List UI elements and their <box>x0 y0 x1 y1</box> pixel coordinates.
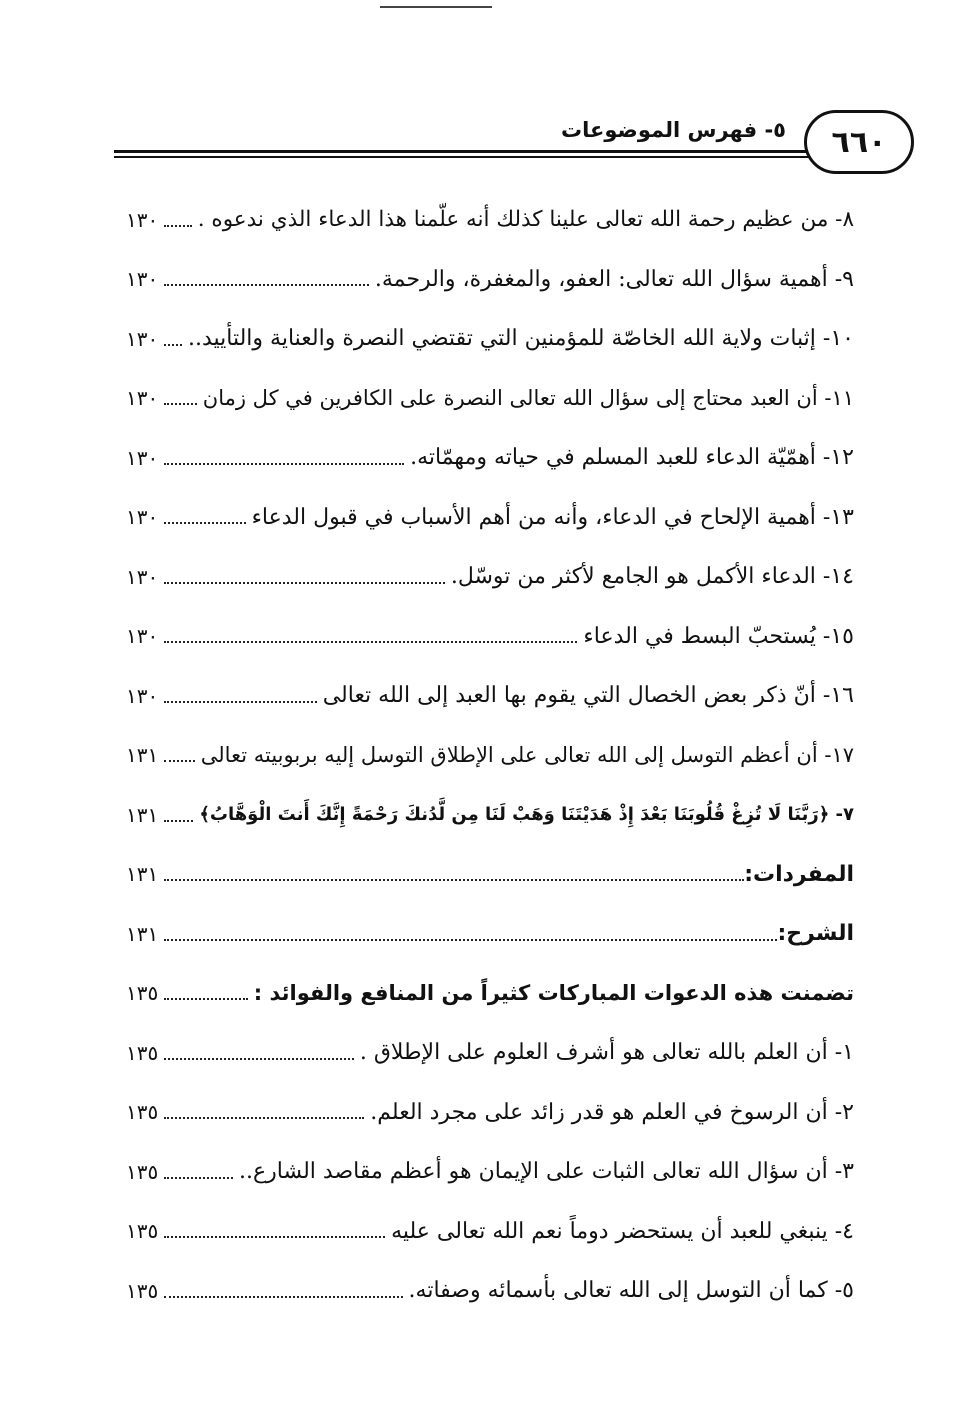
toc-entry-title: ٢- أن الرسوخ في العلم هو قدر زائد على مجرد العلم. <box>370 1099 854 1125</box>
toc-dot-leader <box>164 1058 354 1060</box>
page-number-badge: ٦٦٠ <box>804 110 914 174</box>
toc-entry-title: ٤- ينبغي للعبد أن يستحضر دوماً نعم الله تعالى عليه <box>391 1218 854 1244</box>
toc-entry-title: ١٦- أنّ ذكر بعض الخصال التي يقوم بها العبد إلى الله تعالى <box>322 683 854 709</box>
toc-entry <box>126 845 854 905</box>
toc-dot-leader <box>164 820 193 822</box>
toc-dot-leader <box>164 1296 402 1298</box>
toc-entry <box>126 190 854 250</box>
toc-dot-leader <box>164 582 445 584</box>
toc-dot-leader <box>164 760 195 762</box>
toc-dot-leader <box>164 284 369 286</box>
toc-dot-leader <box>164 701 316 703</box>
toc-entry-page-number: ١٣٠ <box>126 326 159 351</box>
toc-dot-leader <box>164 463 404 465</box>
toc-entry <box>126 1023 854 1083</box>
toc-dot-leader <box>164 1177 233 1179</box>
toc-entry-page-number: ١٣٥ <box>126 1219 159 1244</box>
toc-entry-title: الشرح: <box>777 921 854 947</box>
toc-entry-page-number: ١٣٠ <box>126 624 159 649</box>
toc-entry-page-number: ١٣٥ <box>126 1100 159 1125</box>
toc-dot-leader <box>164 1236 385 1238</box>
toc-dot-leader <box>164 225 192 227</box>
toc-entry-title: ٩- أهمية سؤال الله تعالى: العفو، والمغفرة، والرحمة. <box>374 266 854 292</box>
toc-entry <box>126 309 854 369</box>
toc-entry-title: ١١- أن العبد محتاج إلى سؤال الله تعالى النصرة على الكافرين في كل زمان <box>202 386 854 411</box>
toc-entry-title: ١٣- أهمية الإلحاح في الدعاء، وأنه من أهم الأسباب في قبول الدعاء <box>251 504 854 530</box>
toc-entry-page-number: ١٣٠ <box>126 505 159 530</box>
toc-entry-page-number: ١٣١ <box>126 743 159 768</box>
toc-entry <box>126 1202 854 1262</box>
toc-entry-page-number: ١٣١ <box>126 862 159 887</box>
toc-entry <box>126 488 854 548</box>
toc-entry-page-number: ١٣٥ <box>126 981 159 1006</box>
toc-entry-page-number: ١٣٠ <box>126 386 159 411</box>
page-header <box>114 110 914 180</box>
toc-dot-leader <box>164 344 182 346</box>
toc-entry-page-number: ١٣٥ <box>126 1040 159 1065</box>
toc-entry-page-number: ١٣١ <box>126 921 159 946</box>
toc-entry-page-number: ١٣١ <box>126 802 159 827</box>
toc-entry-title: ١- أن العلم بالله تعالى هو أشرف العلوم على الإطلاق . <box>359 1040 854 1066</box>
toc-entry-title: ١٢- أهمّيّة الدعاء للعبد المسلم في حياته ومهمّاته. <box>410 445 854 471</box>
toc-entry <box>126 964 854 1024</box>
toc-entry-page-number: ١٣٠ <box>126 207 159 232</box>
toc-entry-title: ١٥- يُستحبّ البسط في الدعاء <box>583 623 854 649</box>
toc-entry <box>126 904 854 964</box>
toc-entry-page-number: ١٣٠ <box>126 683 159 708</box>
toc-entry-page-number: ١٣٠ <box>126 445 159 470</box>
toc-entry-title: ١٠- إثبات ولاية الله الخاصّة للمؤمنين التي تقتضي النصرة والعناية والتأييد.. <box>187 326 854 352</box>
toc-entry <box>126 1142 854 1202</box>
toc-entry-title: المفردات: <box>744 861 854 887</box>
toc-entry <box>126 369 854 429</box>
toc-entry <box>126 666 854 726</box>
toc-entry <box>126 428 854 488</box>
toc-dot-leader <box>164 522 245 524</box>
toc-entry <box>126 607 854 667</box>
toc-entry-page-number: ١٣٥ <box>126 1278 159 1303</box>
toc-entry <box>126 1083 854 1143</box>
section-title: ٥- فهرس الموضوعات <box>561 118 786 142</box>
header-rule-thick <box>114 150 854 153</box>
toc-entry-title: تضمنت هذه الدعوات المباركات كثيراً من المنافع والفوائد : <box>253 981 854 1006</box>
toc-dot-leader <box>164 998 248 1000</box>
toc-entry <box>126 250 854 310</box>
toc-entry-title: ٨- من عظيم رحمة الله تعالى علينا كذلك أنه علّمنا هذا الدعاء الذي ندعوه . <box>197 207 854 233</box>
toc-dot-leader <box>164 939 777 941</box>
toc-entry-page-number: ١٣٠ <box>126 267 159 292</box>
toc-dot-leader <box>164 403 197 405</box>
toc-entry-title: ٧- ﴿رَبَّنَا لَا تُزِغْ قُلُوبَنَا بَعْدَ إِذْ هَدَيْتَنَا وَهَبْ لَنَا مِن لَّدُنكَ رَحْمَةً إِنَّكَ أَنتَ الْوَهَّابُ﴾ <box>199 804 854 826</box>
toc-entry-page-number: ١٣٥ <box>126 1159 159 1184</box>
toc-dot-leader <box>164 1117 364 1119</box>
top-decorative-rule <box>380 6 492 8</box>
toc-dot-leader <box>164 879 744 881</box>
toc-entry <box>126 726 854 786</box>
toc-entry <box>126 785 854 845</box>
table-of-contents <box>126 190 854 1321</box>
toc-entry-title: ١٧- أن أعظم التوسل إلى الله تعالى على الإطلاق التوسل إليه بربوبيته تعالى <box>200 743 854 768</box>
toc-entry-title: ١٤- الدعاء الأكمل هو الجامع لأكثر من توسّل. <box>450 564 854 590</box>
toc-entry <box>126 547 854 607</box>
toc-entry-page-number: ١٣٠ <box>126 564 159 589</box>
toc-entry <box>126 1261 854 1321</box>
toc-entry-title: ٥- كما أن التوسل إلى الله تعالى بأسمائه وصفاته. <box>408 1278 854 1304</box>
toc-entry-title: ٣- أن سؤال الله تعالى الثبات على الإيمان هو أعظم مقاصد الشارع.. <box>239 1159 854 1185</box>
toc-dot-leader <box>164 641 577 643</box>
header-rule-thin <box>114 156 854 158</box>
